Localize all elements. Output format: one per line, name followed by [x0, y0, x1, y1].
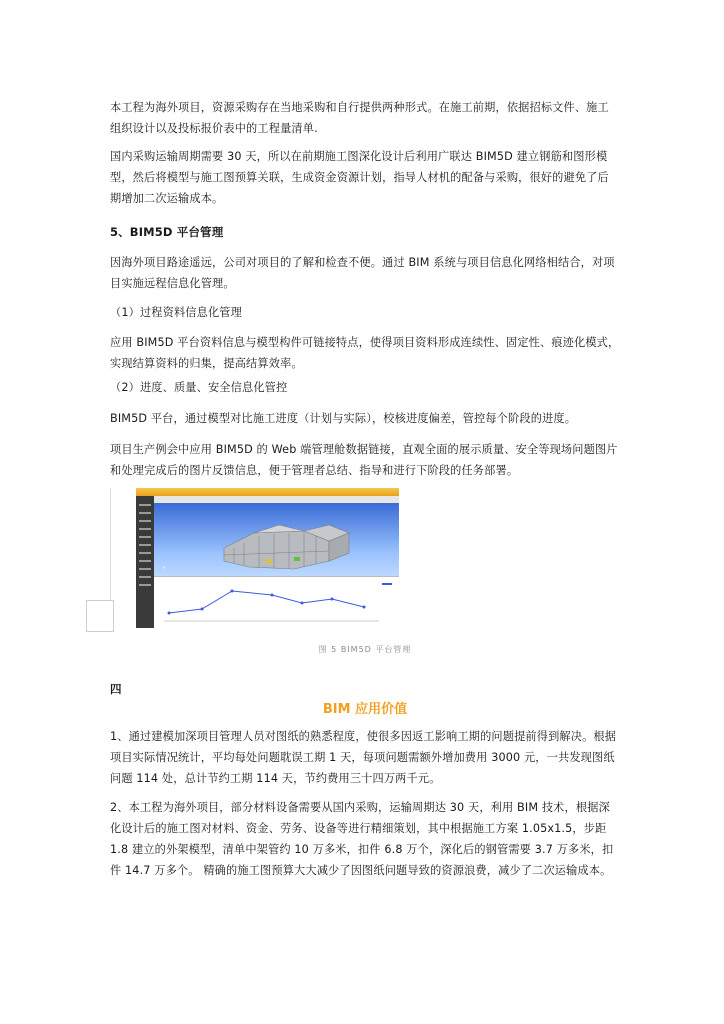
paragraph-transport: 国内采购运输周期需要 30 天，所以在前期施工图深化设计后利用广联达 BIM5D 建立钢筋和图形模型，然后将模型与施工图预算关联，生成资金资源计划，指导人材机的配备与采购，很好的避免了后期增加二次运输成本。 — [110, 150, 609, 205]
legend-swatch — [382, 583, 392, 585]
progress-point — [331, 598, 334, 601]
paragraph-web-meeting: 项目生产例会中应用 BIM5D 的 Web 端管理舱数据链接，直观全面的展示质量、安全等现场问题图片和处理完成后的图片反馈信息，便于管理者总结、指导和进行下阶段的任务部署。 — [110, 443, 618, 477]
bim5d-window — [136, 488, 399, 628]
progress-line-chart — [154, 577, 399, 629]
paragraph-remote-management: 因海外项目路途遥远，公司对项目的了解和检查不便。通过 BIM 系统与项目信息化网络相结合，对项目实施远程信息化管理。 — [110, 256, 615, 290]
subheading-progress-quality: （2）进度、质量、安全信息化管控 — [110, 381, 288, 394]
svg-text:↑: ↑ — [162, 566, 167, 572]
building-model-icon — [154, 503, 399, 576]
bim5d-platform-screenshot — [110, 488, 399, 630]
progress-series-line — [169, 591, 364, 613]
figure-side-panel — [86, 600, 114, 632]
paragraph-data-linking: 应用 BIM5D 平台资料信息与模型构件可链接特点，使得项目资料形成连续性、固定性、痕迹化模式，实现结算资料的归集，提高结算效率。 — [110, 336, 620, 370]
progress-point — [301, 602, 304, 605]
figure-caption: 图 5 BIM5D 平台管理 — [318, 645, 412, 654]
subheading-process-data: （1）过程资料信息化管理 — [110, 306, 242, 319]
paragraph-value-1: 1、通过建模加深项目管理人员对图纸的熟悉程度，使很多因返工影响工期的问题提前得到解决。根据项目实际情况统计，平均每处问题耽误工期 1 天，每项问题需额外增加费用 3000 元，一共发现图纸问题 114 处，总计节约工期 114 天，节约费用三十四万两千元。 — [110, 730, 617, 785]
section-title: BIM 应用价值 — [322, 702, 408, 717]
progress-point — [271, 594, 274, 597]
progress-point — [363, 606, 366, 609]
paragraph-procurement: 本工程为海外项目，资源采购存在当地采购和自行提供两种形式。在施工前期，依据招标文件、施工组织设计以及投标报价表中的工程量清单. — [110, 101, 609, 135]
model-viewport — [154, 503, 399, 576]
window-title-bar — [136, 488, 399, 496]
progress-point — [168, 612, 171, 615]
paragraph-value-2: 2、本工程为海外项目，部分材料设备需要从国内采购，运输周期达 30 天，利用 BIM 技术，根据深化设计后的施工图对材料、资金、劳务、设备等进行精细策划，其中根据施工方案 1.05x1.5，步距 1.8 建立的外架模型，清单中架管约 10 万多米，扣件 6.8 万个，深化后的钢管需要 3.7 万多米，扣件 14.7 万多个。 精确的施工图预算大大减少了因图纸问题导致的资源浪费，减少了二次运输成本。 — [110, 801, 614, 877]
section-number: 四 — [110, 682, 122, 696]
progress-point — [201, 608, 204, 611]
heading-bim5d: 5、BIM5D 平台管理 — [110, 225, 224, 239]
window-sidebar — [136, 496, 154, 628]
paragraph-progress-control: BIM5D 平台，通过模型对比施工进度（计划与实际），校核进度偏差，管控每个阶段的进度。 — [110, 412, 577, 425]
progress-chart — [154, 576, 399, 629]
progress-point — [231, 590, 234, 593]
